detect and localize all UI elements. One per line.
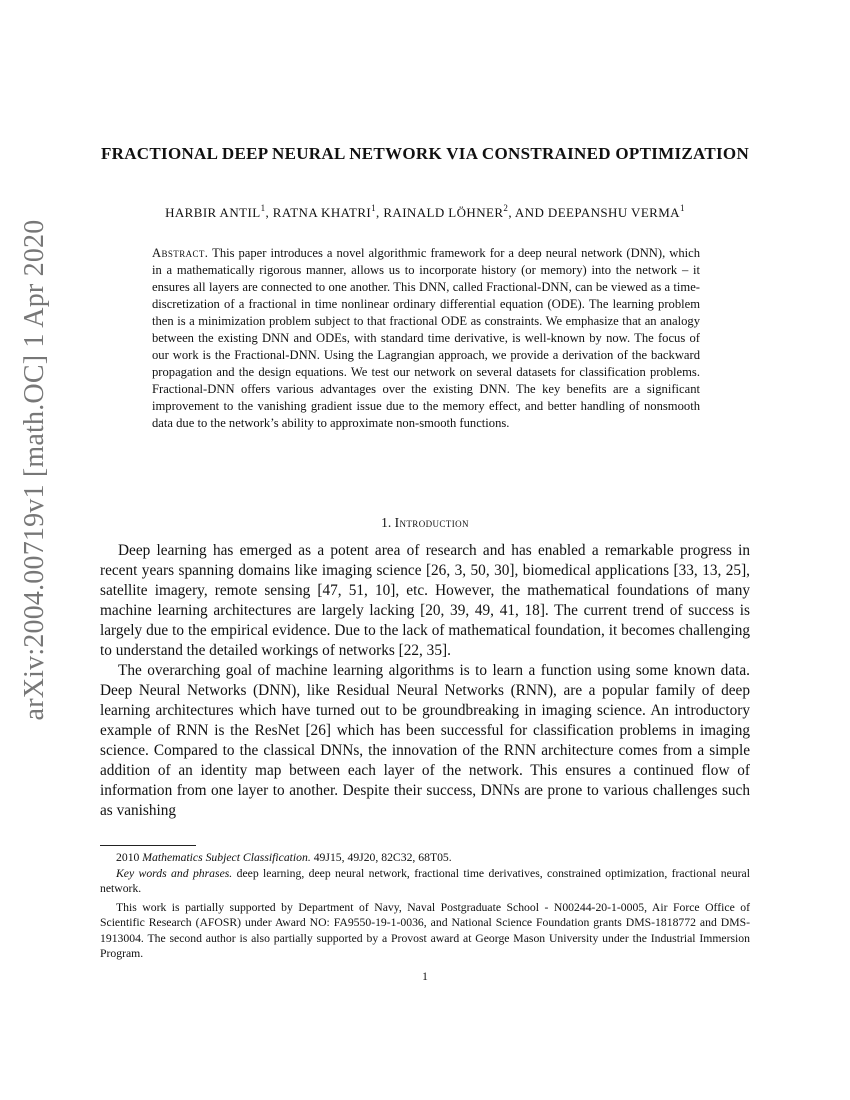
author-name: HARBIR ANTIL — [165, 205, 261, 220]
author-separator: , AND — [508, 205, 548, 220]
section-number: 1. — [381, 515, 392, 530]
author-separator: , — [265, 205, 273, 220]
section-title: Introduction — [394, 515, 469, 530]
arxiv-identifier-text: arXiv:2004.00719v1 [math.OC] 1 Apr 2020 — [19, 219, 50, 721]
footnotes — [100, 850, 750, 962]
author-name: DEEPANSHU VERMA — [547, 205, 680, 220]
author-separator: , — [376, 205, 384, 220]
page-number: 1 — [422, 971, 428, 983]
author-affiliation: 1 — [260, 202, 266, 213]
funding-footnote: This work is partially supported by Department of Navy, Naval Postgraduate School - N00244-20-1-0005, Air Force Office of Scientific Research (AFOSR) under Award NO: FA9550-19-1-0036, and National Science Foundation grants DMS-1818772 and DMS-1913004. The second author is also partially supported by a Provost award at George Mason University under the Industrial Immersion Program. — [100, 900, 750, 960]
msc-codes: 49J15, 49J20, 82C32, 68T05. — [313, 851, 452, 864]
keywords-label: Key words and phrases. — [116, 866, 233, 880]
arxiv-identifier-stamp — [18, 219, 52, 721]
keywords-text: deep learning, deep neural network, fractional time derivatives, constrained optimization, fractional neural network. — [100, 866, 750, 895]
section-heading — [100, 515, 750, 531]
abstract-text: This paper introduces a novel algorithmic framework for a deep neural network (DNN), which in a mathematically rigorous manner, allows us to incorporate history (or memory) into the network – it ensures all layers are connected to one another. This DNN, called Fractional-DNN, can be viewed as a time-discretization of a fractional in time nonlinear ordinary differential equation (ODE). The learning problem then is a minimization problem subject to that fractional ODE as constraints. We emphasize that an analogy between the existing DNN and ODEs, with standard time derivative, is well-known by now. The focus of our work is the Fractional-DNN. Using the Lagrangian approach, we provide a derivation of the backward propagation and the design equations. We test our network on several datasets for classification problems. Fractional-DNN offers various advantages over the existing DNN. The key benefits are a significant improvement to the vanishing gradient issue due to the memory effect, and better handling of nonsmooth data due to the network’s ability to approximate non-smooth functions. — [152, 246, 701, 430]
author-affiliation: 1 — [371, 202, 377, 213]
body-paragraph: The overarching goal of machine learning algorithms is to learn a function using some known data. Deep Neural Networks (DNN), like Residual Neural Networks (RNN), are a popular family of deep learning architectures which have turned out to be groundbreaking in imaging science. An introductory example of RNN is the ResNet [26] which has been successful for classification problems in imaging science. Compared to the classical DNNs, the innovation of the RNN architecture comes from a simple addition of an identity map between each layer of the network. This ensures a continued flow of information from one layer to another. Despite their success, DNNs are prone to various challenges such as vanishing — [100, 662, 750, 819]
author-name: RATNA KHATRI — [272, 205, 372, 220]
msc-year: 2010 — [116, 851, 140, 864]
abstract — [152, 245, 700, 432]
msc-label: Mathematics Subject Classification. — [142, 851, 311, 864]
footnote-rule — [100, 845, 196, 846]
body-text — [100, 541, 750, 821]
author-list — [100, 202, 750, 221]
author-name: RAINALD LÖHNER — [383, 205, 504, 220]
msc-footnote — [100, 850, 750, 866]
author-affiliation: 1 — [679, 202, 685, 213]
abstract-label: Abstract. — [152, 246, 209, 260]
keywords-footnote — [100, 866, 750, 897]
paper-title: FRACTIONAL DEEP NEURAL NETWORK VIA CONSTRAINED OPTIMIZATION — [100, 144, 750, 163]
body-paragraph: Deep learning has emerged as a potent area of research and has enabled a remarkable progress in recent years spanning domains like imaging science [26, 3, 50, 30], biomedical applications [33, 13, 25], satellite imagery, remote sensing [47, 51, 10], etc. However, the mathematical foundations of many machine learning architectures are largely lacking [20, 39, 49, 41, 18]. The current trend of success is largely due to the empirical evidence. Due to the lack of mathematical foundation, it becomes challenging to understand the detailed workings of networks [22, 35]. — [100, 542, 750, 659]
author-affiliation: 2 — [503, 202, 509, 213]
